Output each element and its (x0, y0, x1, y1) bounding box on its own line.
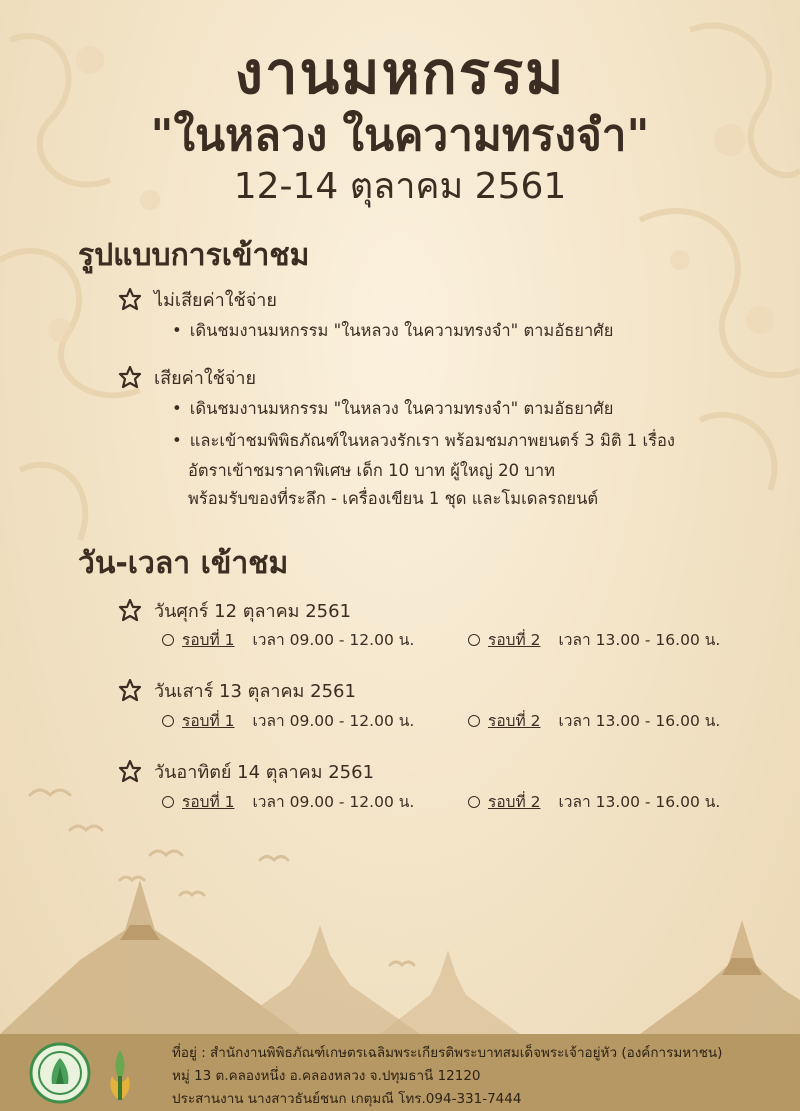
star-icon (118, 760, 142, 784)
star-icon (118, 679, 142, 703)
day-1-round-1 (162, 627, 414, 652)
schedule-day-1 (118, 596, 351, 625)
ribbon-logo-icon (104, 1046, 136, 1104)
paid-entry-price: อัตราเข้าชมราคาพิเศษ เด็ก 10 บาท ผู้ใหญ่ 20 บาท (188, 461, 556, 480)
circle-bullet-icon (162, 796, 174, 808)
round-label: รอบที่ 1 (182, 712, 235, 730)
round-label: รอบที่ 1 (182, 793, 235, 811)
day-label: วันเสาร์ 13 ตุลาคม 2561 (154, 681, 356, 702)
round-label: รอบที่ 2 (488, 631, 541, 649)
circle-bullet-icon (468, 715, 480, 727)
round-time: เวลา 13.00 - 16.00 น. (558, 631, 721, 649)
paid-entry-label: เสียค่าใช้จ่าย (154, 368, 257, 389)
round-label: รอบที่ 2 (488, 712, 541, 730)
event-date: 12-14 ตุลาคม 2561 (233, 166, 567, 207)
footer-address-line-1: ที่อยู่ : สำนักงานพิพิธภัณฑ์เกษตรเฉลิมพระเกียรติพระบาทสมเด็จพระเจ้าอยู่หัว (องค์การมหาชน) (172, 1045, 723, 1061)
museum-seal-logo-icon (26, 1042, 94, 1104)
footer-contact: ประสานงาน นางสาวธันย์ชนก เกตุมณี โทร.094-331-7444 (172, 1091, 522, 1107)
paid-entry-bullet-1: • เดินชมงานมหกรรม "ในหลวง ในความทรงจำ" ตามอัธยาศัย (172, 396, 613, 422)
entry-type-heading: รูปแบบการเข้าชม (78, 238, 310, 273)
schedule-day-2 (118, 676, 356, 705)
day-1-round-2 (468, 627, 720, 652)
round-label: รอบที่ 1 (182, 631, 235, 649)
round-time: เวลา 09.00 - 12.00 น. (252, 712, 415, 730)
circle-bullet-icon (162, 715, 174, 727)
round-time: เวลา 09.00 - 12.00 น. (252, 793, 415, 811)
schedule-day-3 (118, 757, 374, 786)
circle-bullet-icon (468, 634, 480, 646)
paid-entry-souvenir: พร้อมรับของที่ระลึก - เครื่องเขียน 1 ชุด และโมเดลรถยนต์ (188, 489, 599, 508)
star-icon (118, 366, 142, 390)
day-3-round-1 (162, 789, 414, 814)
paid-entry-bullet-2: • และเข้าชมพิพิธภัณฑ์ในหลวงรักเรา พร้อมชมภาพยนตร์ 3 มิติ 1 เรื่อง (172, 428, 675, 454)
day-2-round-2 (468, 708, 720, 733)
circle-bullet-icon (468, 796, 480, 808)
round-time: เวลา 09.00 - 12.00 น. (252, 631, 415, 649)
day-2-round-1 (162, 708, 414, 733)
event-title: งานมหกรรม (234, 39, 566, 107)
free-entry-option (118, 285, 277, 314)
day-label: วันศุกร์ 12 ตุลาคม 2561 (154, 601, 352, 622)
round-time: เวลา 13.00 - 16.00 น. (558, 712, 721, 730)
day-3-round-2 (468, 789, 720, 814)
round-label: รอบที่ 2 (488, 793, 541, 811)
footer-address-line-2: หมู่ 13 ต.คลองหนึ่ง อ.คลองหลวง จ.ปทุมธานี 12120 (172, 1068, 481, 1084)
round-time: เวลา 13.00 - 16.00 น. (558, 793, 721, 811)
star-icon (118, 599, 142, 623)
paid-entry-option (118, 363, 256, 392)
free-entry-bullet: • เดินชมงานมหกรรม "ในหลวง ในความทรงจำ" ตามอัธยาศัย (172, 318, 613, 344)
schedule-heading: วัน-เวลา เข้าชม (78, 546, 289, 581)
free-entry-label: ไม่เสียค่าใช้จ่าย (154, 290, 277, 311)
circle-bullet-icon (162, 634, 174, 646)
day-label: วันอาทิตย์ 14 ตุลาคม 2561 (154, 762, 375, 783)
star-icon (118, 288, 142, 312)
event-subtitle: "ในหลวง ในความทรงจำ" (150, 110, 650, 161)
